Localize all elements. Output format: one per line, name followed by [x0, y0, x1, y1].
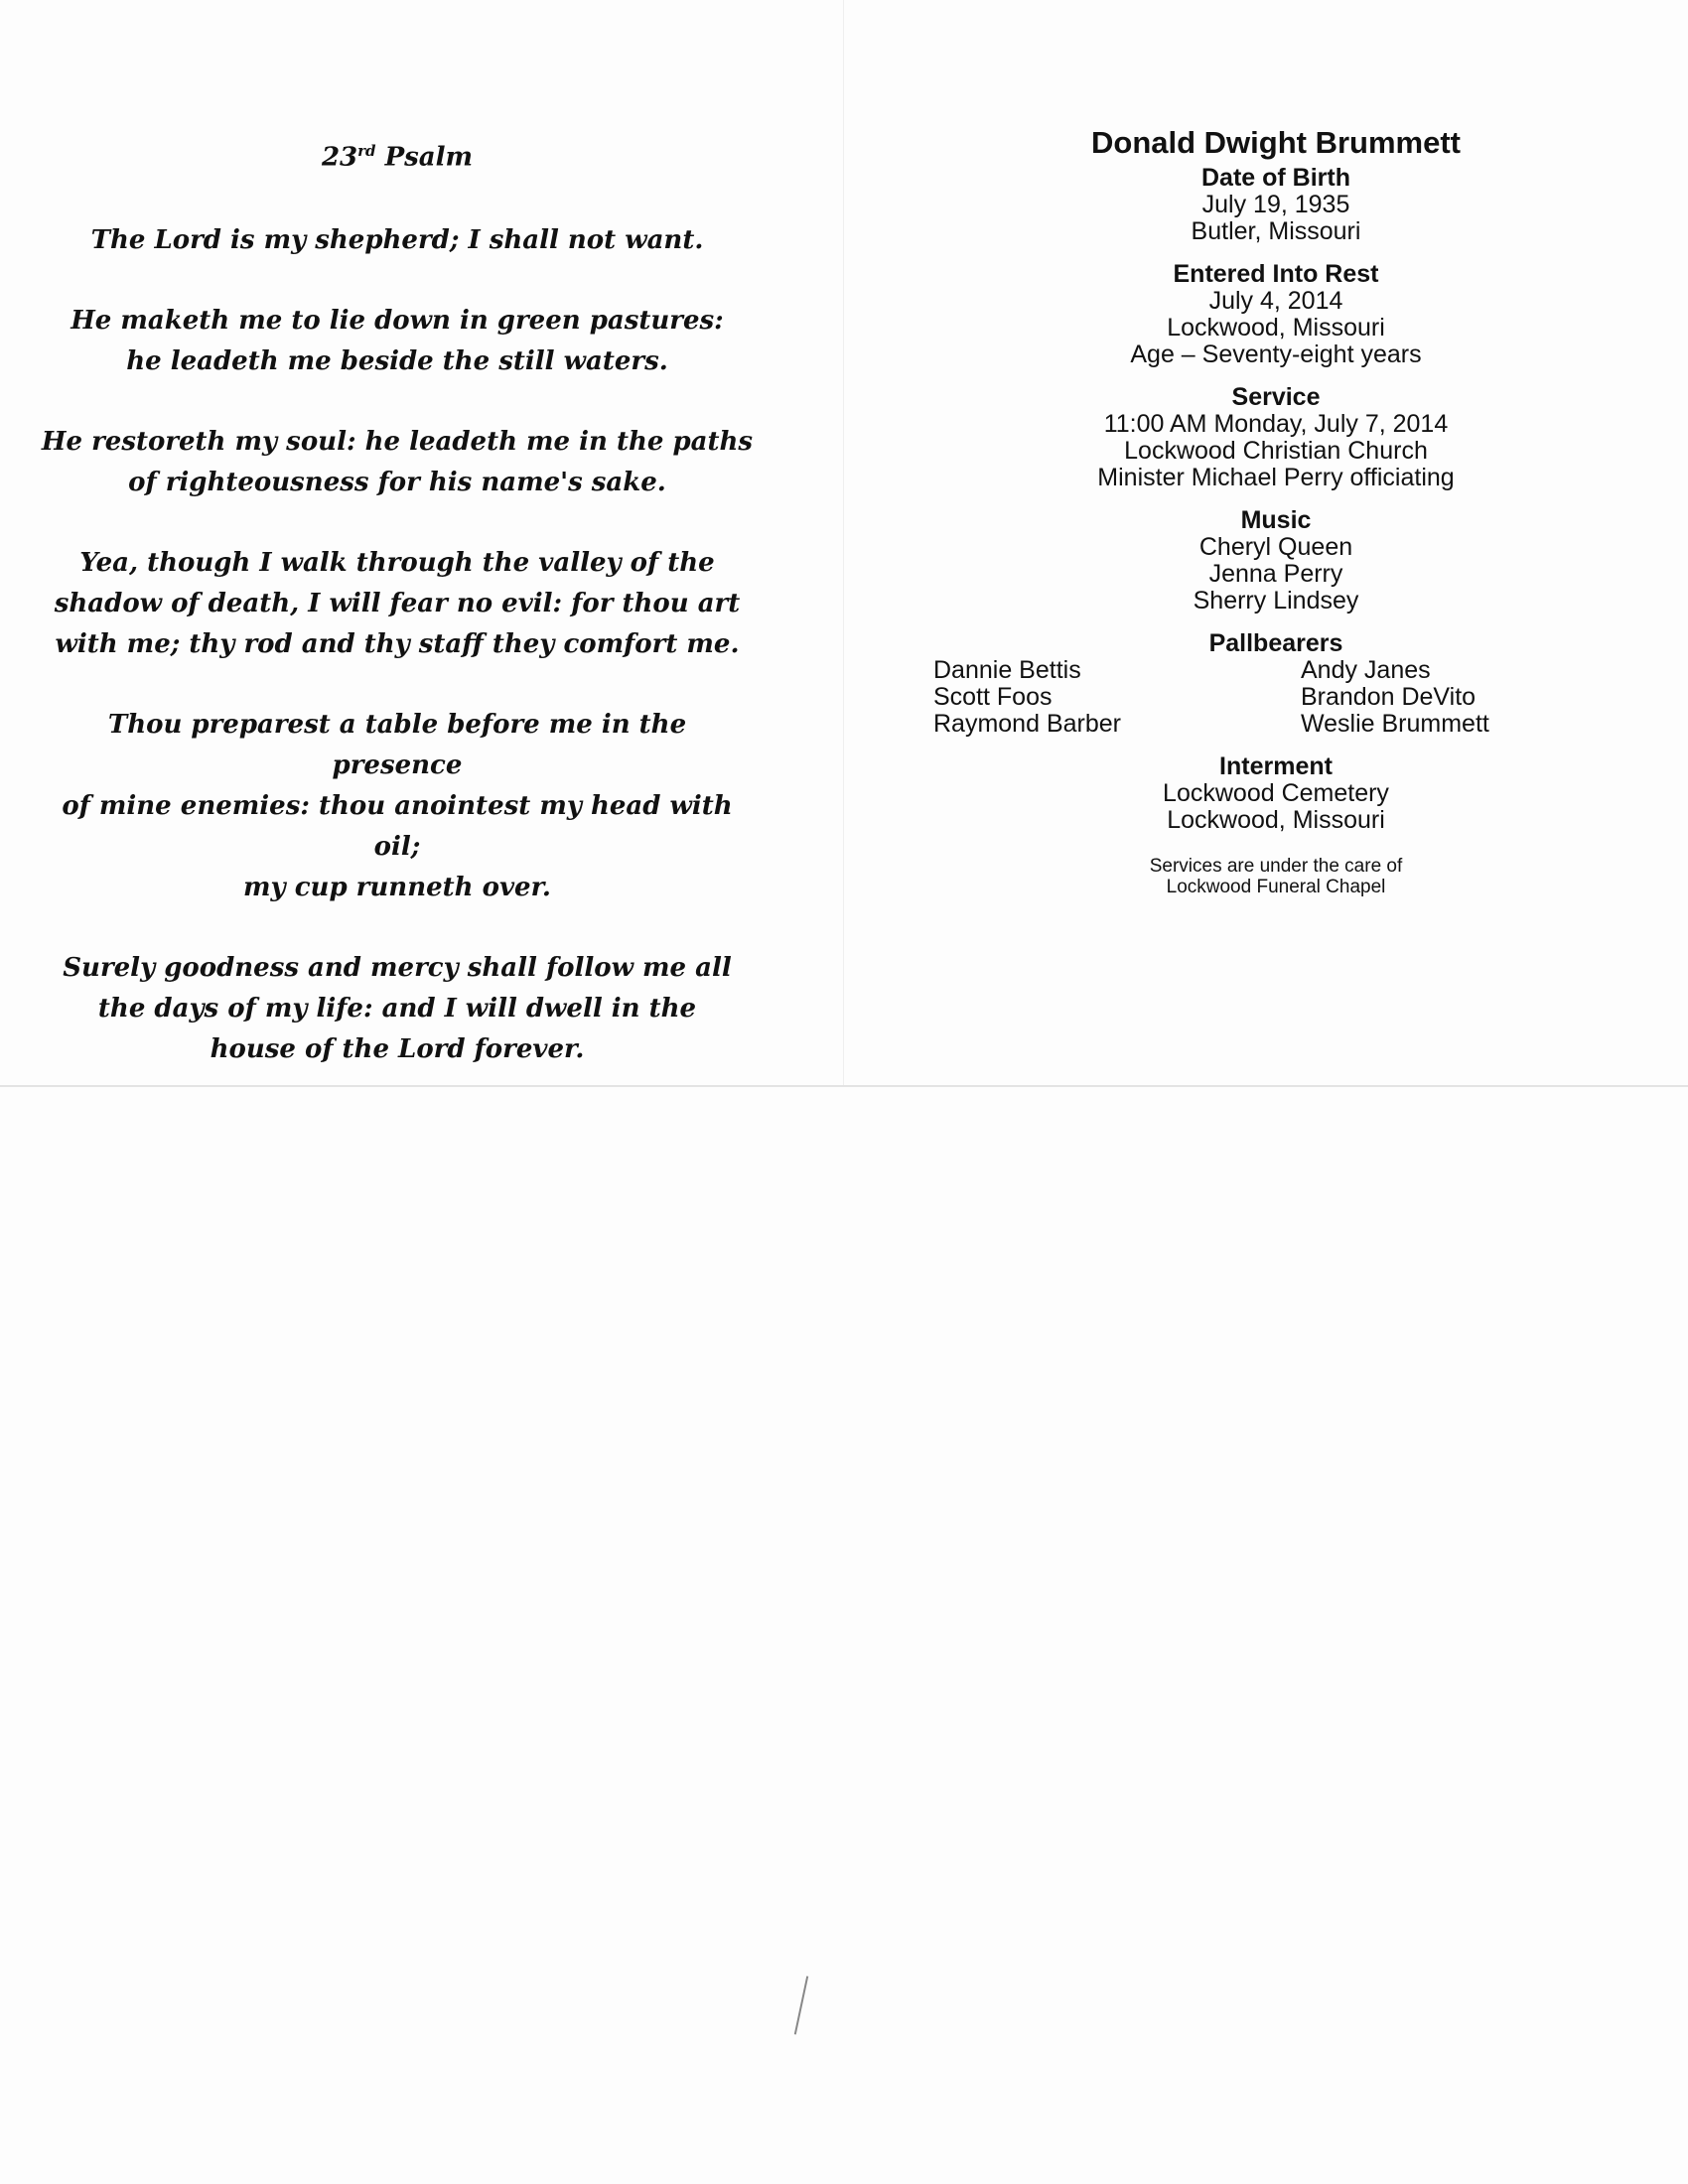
- rest-place: Lockwood, Missouri: [1167, 314, 1385, 341]
- psalm-verse: [40, 543, 755, 665]
- pallbearers-right-column: [1231, 657, 1509, 738]
- paper-scuff-mark: [794, 1976, 808, 2034]
- psalm-verse-line: He restoreth my soul: he leadeth me in the paths: [41, 426, 754, 457]
- psalm-title-number: 23: [321, 142, 358, 173]
- psalm-verses: [40, 220, 755, 1070]
- psalm-verse-line: of righteousness for his name's sake.: [128, 467, 666, 497]
- pallbearer-name: Dannie Bettis: [933, 656, 1081, 684]
- psalm-verse-line: he leadeth me beside the still waters.: [126, 345, 668, 376]
- psalm-verse-line: shadow of death, I will fear no evil: for thou art: [54, 588, 741, 618]
- music-name-1: Cheryl Queen: [1198, 533, 1353, 561]
- psalm-title-ordinal: rd: [357, 142, 376, 160]
- interment-heading: Interment: [1219, 752, 1333, 780]
- birth-date: July 19, 1935: [1201, 191, 1350, 218]
- psalm-verse-line: my cup runneth over.: [243, 872, 551, 902]
- psalm-verse-line: Thou preparest a table before me in the presence: [107, 709, 687, 780]
- psalm-title-text: Psalm: [375, 142, 474, 173]
- pallbearer-name: Weslie Brummett: [1301, 710, 1489, 738]
- note-line-2: Lockwood Funeral Chapel: [1166, 877, 1386, 897]
- service-time: 11:00 AM Monday, July 7, 2014: [1103, 410, 1449, 438]
- obituary-panel: [933, 125, 1529, 897]
- psalm-verse-line: house of the Lord forever.: [210, 1033, 585, 1064]
- service-heading: Service: [1231, 383, 1321, 411]
- birth-place: Butler, Missouri: [1191, 217, 1361, 245]
- psalm-verse-line: of mine enemies: thou anointest my head with oil;: [62, 790, 733, 862]
- service-officiant: Minister Michael Perry officiating: [1097, 464, 1455, 491]
- psalm-verse: [40, 705, 755, 908]
- psalm-panel: [40, 131, 755, 1110]
- psalm-title: [40, 131, 755, 179]
- psalm-verse-line: the days of my life: and I will dwell in the: [97, 993, 697, 1024]
- psalm-verse-line: Surely goodness and mercy shall follow me all: [63, 952, 732, 983]
- psalm-verse: [40, 948, 755, 1070]
- psalm-verse-line: Yea, though I walk through the valley of the: [79, 547, 715, 578]
- music-name-3: Sherry Lindsey: [1193, 587, 1359, 614]
- psalm-verse: [40, 422, 755, 503]
- note-line-1: Services are under the care of: [1149, 856, 1403, 877]
- pallbearer-name: Raymond Barber: [933, 710, 1121, 738]
- music-name-2: Jenna Perry: [1208, 560, 1343, 588]
- pallbearers-list: [933, 657, 1509, 738]
- psalm-verse: [40, 220, 755, 261]
- funeral-home-note: [1023, 856, 1529, 897]
- birth-heading: Date of Birth: [1201, 164, 1350, 192]
- deceased-name: Donald Dwight Brummett: [1091, 125, 1461, 160]
- pallbearers-heading: Pallbearers: [1208, 629, 1343, 657]
- psalm-verse-line: The Lord is my shepherd; I shall not want.: [90, 224, 704, 255]
- age-line: Age – Seventy-eight years: [1130, 341, 1422, 368]
- rest-date: July 4, 2014: [1208, 287, 1343, 315]
- pallbearer-name: Andy Janes: [1301, 656, 1431, 684]
- psalm-verse-line: with me; thy rod and thy staff they comfort me.: [55, 628, 740, 659]
- pallbearers-left-column: [933, 657, 1211, 738]
- vertical-fold-line: [843, 0, 844, 1085]
- rest-heading: Entered Into Rest: [1173, 260, 1379, 288]
- service-place: Lockwood Christian Church: [1124, 437, 1428, 465]
- pallbearer-name: Brandon DeVito: [1301, 683, 1477, 711]
- pallbearer-name: Scott Foos: [933, 683, 1053, 711]
- music-heading: Music: [1240, 506, 1312, 534]
- psalm-verse: [40, 301, 755, 382]
- interment-city: Lockwood, Missouri: [1167, 806, 1385, 834]
- psalm-verse-line: He maketh me to lie down in green pastures:: [70, 305, 724, 336]
- interment-place: Lockwood Cemetery: [1163, 779, 1389, 807]
